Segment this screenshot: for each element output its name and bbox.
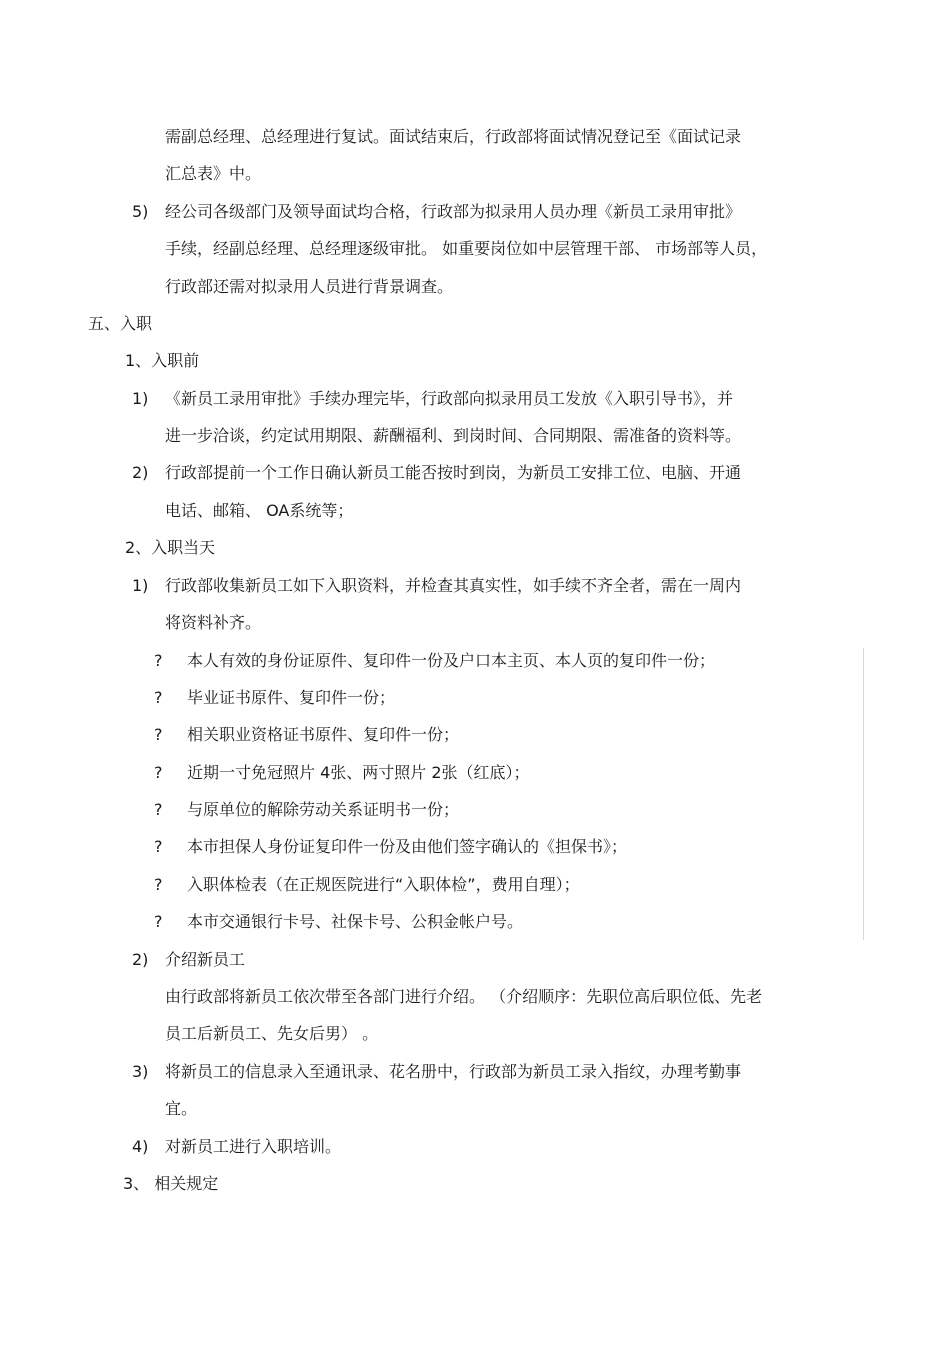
- subsection-heading: 3、 相关规定: [123, 1174, 219, 1193]
- paragraph-line: 将资料补齐。: [165, 613, 262, 632]
- paragraph-line: 由行政部将新员工依次带至各部门进行介绍。 （介绍顺序：先职位高后职位低、先老: [165, 987, 763, 1006]
- paragraph-line: 需副总经理、总经理进行复试。面试结束后，行政部将面试情况登记至《面试记录: [165, 127, 742, 146]
- paragraph-line: 手续，经副总经理、总经理逐级审批。 如重要岗位如中层管理干部、 市场部等人员，: [165, 239, 768, 258]
- paragraph-line: 介绍新员工: [165, 950, 246, 969]
- subsection-heading: 2、入职当天: [125, 538, 216, 557]
- list-number: 2): [132, 463, 149, 482]
- bullet-item: 相关职业资格证书原件、复印件一份；: [187, 725, 460, 744]
- list-number: 5): [132, 202, 149, 221]
- bullet-marker: ?: [154, 651, 163, 670]
- paragraph-line: 将新员工的信息录入至通讯录、花名册中，行政部为新员工录入指纹，办理考勤事: [165, 1062, 742, 1081]
- bullet-marker: ?: [154, 763, 163, 782]
- list-number: 4): [132, 1137, 149, 1156]
- paragraph-line: 对新员工进行入职培训。: [165, 1137, 342, 1156]
- bullet-item: 近期一寸免冠照片 4张、两寸照片 2张（红底）；: [187, 763, 530, 782]
- paragraph-line: 员工后新员工、先女后男） 。: [165, 1024, 379, 1043]
- paragraph-line: 进一步洽谈，约定试用期限、薪酬福利、到岗时间、合同期限、需准备的资料等。: [165, 426, 742, 445]
- bullet-marker: ?: [154, 875, 163, 894]
- paragraph-line: 行政部还需对拟录用人员进行背景调查。: [165, 277, 454, 296]
- bullet-marker: ?: [154, 837, 163, 856]
- bullet-marker: ?: [154, 800, 163, 819]
- paragraph-line: 《新员工录用审批》手续办理完毕，行政部向拟录用员工发放《入职引导书》，并: [165, 389, 734, 408]
- bullet-item: 毕业证书原件、复印件一份；: [187, 688, 396, 707]
- bullet-marker: ?: [154, 725, 163, 744]
- list-number: 1): [132, 389, 149, 408]
- list-number: 3): [132, 1062, 149, 1081]
- paragraph-line: 经公司各级部门及领导面试均合格，行政部为拟录用人员办理《新员工录用审批》: [165, 202, 742, 221]
- paragraph-line: 电话、邮箱、 OA系统等；: [165, 501, 354, 520]
- bullet-item: 本市担保人身份证复印件一份及由他们签字确认的《担保书》；: [187, 837, 628, 856]
- bullet-marker: ?: [154, 688, 163, 707]
- subsection-heading: 1、入职前: [125, 351, 200, 370]
- bullet-item: 本市交通银行卡号、社保卡号、公积金帐户号。: [187, 912, 524, 931]
- margin-divider: [863, 648, 864, 940]
- bullet-item: 入职体检表（在正规医院进行“入职体检”，费用自理）；: [187, 875, 580, 894]
- paragraph-line: 汇总表》中。: [165, 164, 262, 183]
- list-number: 2): [132, 950, 149, 969]
- paragraph-line: 宜。: [165, 1099, 198, 1118]
- section-heading: 五、入职: [88, 314, 153, 333]
- paragraph-line: 行政部收集新员工如下入职资料，并检查其真实性，如手续不齐全者，需在一周内: [165, 576, 742, 595]
- bullet-marker: ?: [154, 912, 163, 931]
- list-number: 1): [132, 576, 149, 595]
- bullet-item: 本人有效的身份证原件、复印件一份及户口本主页、本人页的复印件一份；: [187, 651, 716, 670]
- bullet-item: 与原单位的解除劳动关系证明书一份；: [187, 800, 460, 819]
- paragraph-line: 行政部提前一个工作日确认新员工能否按时到岗，为新员工安排工位、电脑、开通: [165, 463, 742, 482]
